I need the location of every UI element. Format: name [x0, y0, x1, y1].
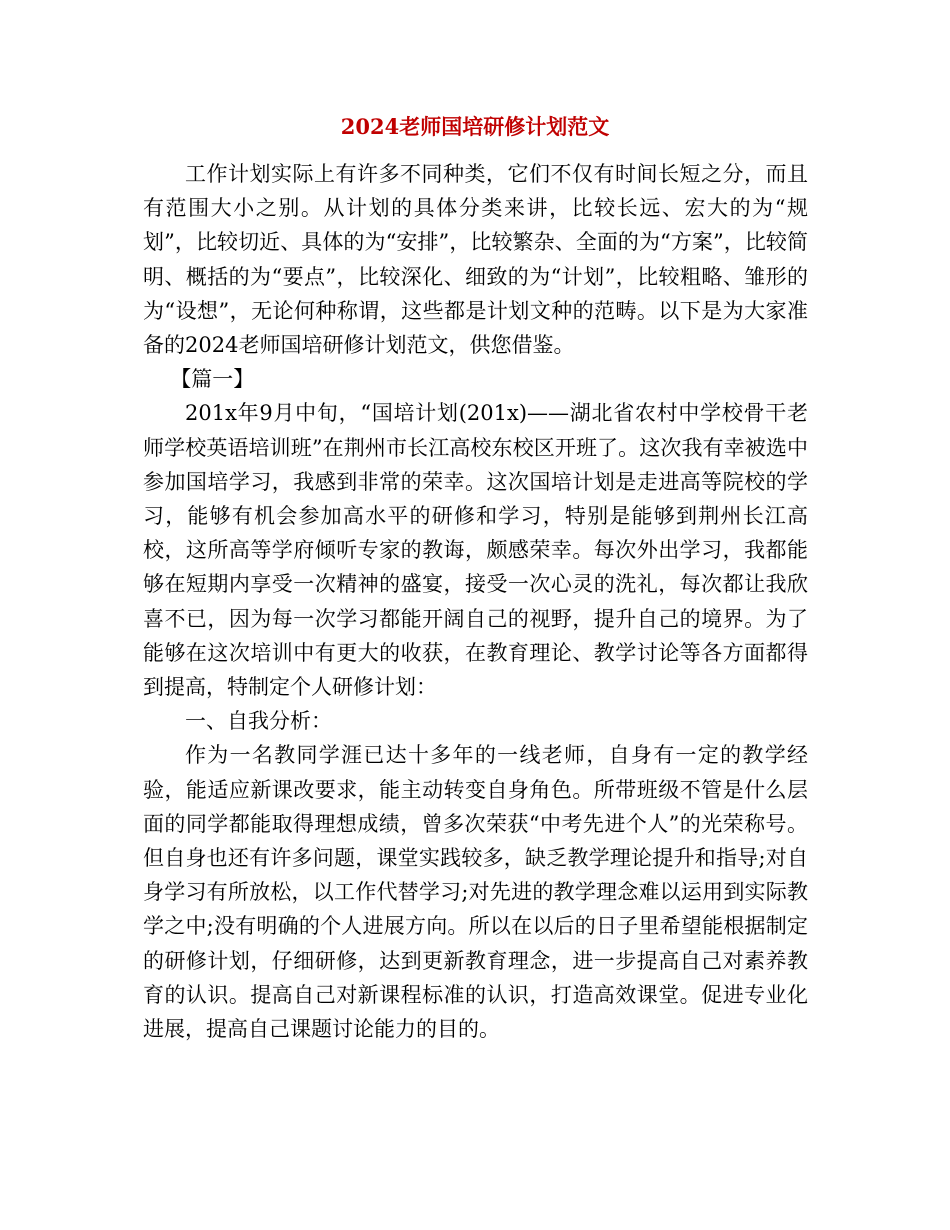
section-heading-part-one: 【篇一】	[170, 367, 255, 392]
self-analysis-paragraph: 作为一名教同学涯已达十多年的一线老师，自身有一定的教学经验，能适应新课改要求，能主动转变自身角色。所带班级不管是什么层面的同学都能取得理想成绩，曾多次荣获“中考先进个人”的光荣称号。但自身也还有许多问题，课堂实践较多，缺乏教学理论提升和指导;对自身学习有所放松，以工作代替学习;对先进的教学理念难以运用到实际教学之中;没有明确的个人进展方向。所以在以后的日子里希望能根据制定的研修计划，仔细研修，达到更新教育理念，进一步提高自己对素养教育的认识。提高自己对新课程标准的认识，打造高效课堂。促进专业化进展，提高自己课题讨论能力的目的。	[143, 743, 808, 1042]
background-paragraph: 201x年9月中旬，“国培计划(201x)——湖北省农村中学校骨干老师学校英语培训班”在荆州市长江高校东校区开班了。这次我有幸被选中参加国培学习，我感到非常的荣幸。这次国培计划是走进高等院校的学习，能够有机会参加高水平的研修和学习，特别是能够到荆州长江高校，这所高等学府倾听专家的教诲，颇感荣幸。每次外出学习，我都能够在短期内享受一次精神的盛宴，接受一次心灵的洗礼，每次都让我欣喜不已，因为每一次学习都能开阔自己的视野，提升自己的境界。为了能够在这次培训中有更大的收获，在教育理论、教学讨论等各方面都得到提高，特制定个人研修计划：	[143, 401, 808, 700]
intro-paragraph: 工作计划实际上有许多不同种类，它们不仅有时间长短之分，而且有范围大小之别。从计划的具体分类来讲，比较长远、宏大的为“规划”，比较切近、具体的为“安排”，比较繁杂、全面的为“方案”，比较简明、概括的为“要点”，比较深化、细致的为“计划”，比较粗略、雏形的为“设想”，无论何种称谓，这些都是计划文种的范畴。以下是为大家准备的2024老师国培研修计划范文，供您借鉴。	[143, 162, 808, 358]
document-body	[143, 157, 808, 1046]
document-title: 2024老师国培研修计划范文	[340, 114, 610, 139]
subheading-self-analysis: 一、自我分析：	[185, 709, 332, 734]
